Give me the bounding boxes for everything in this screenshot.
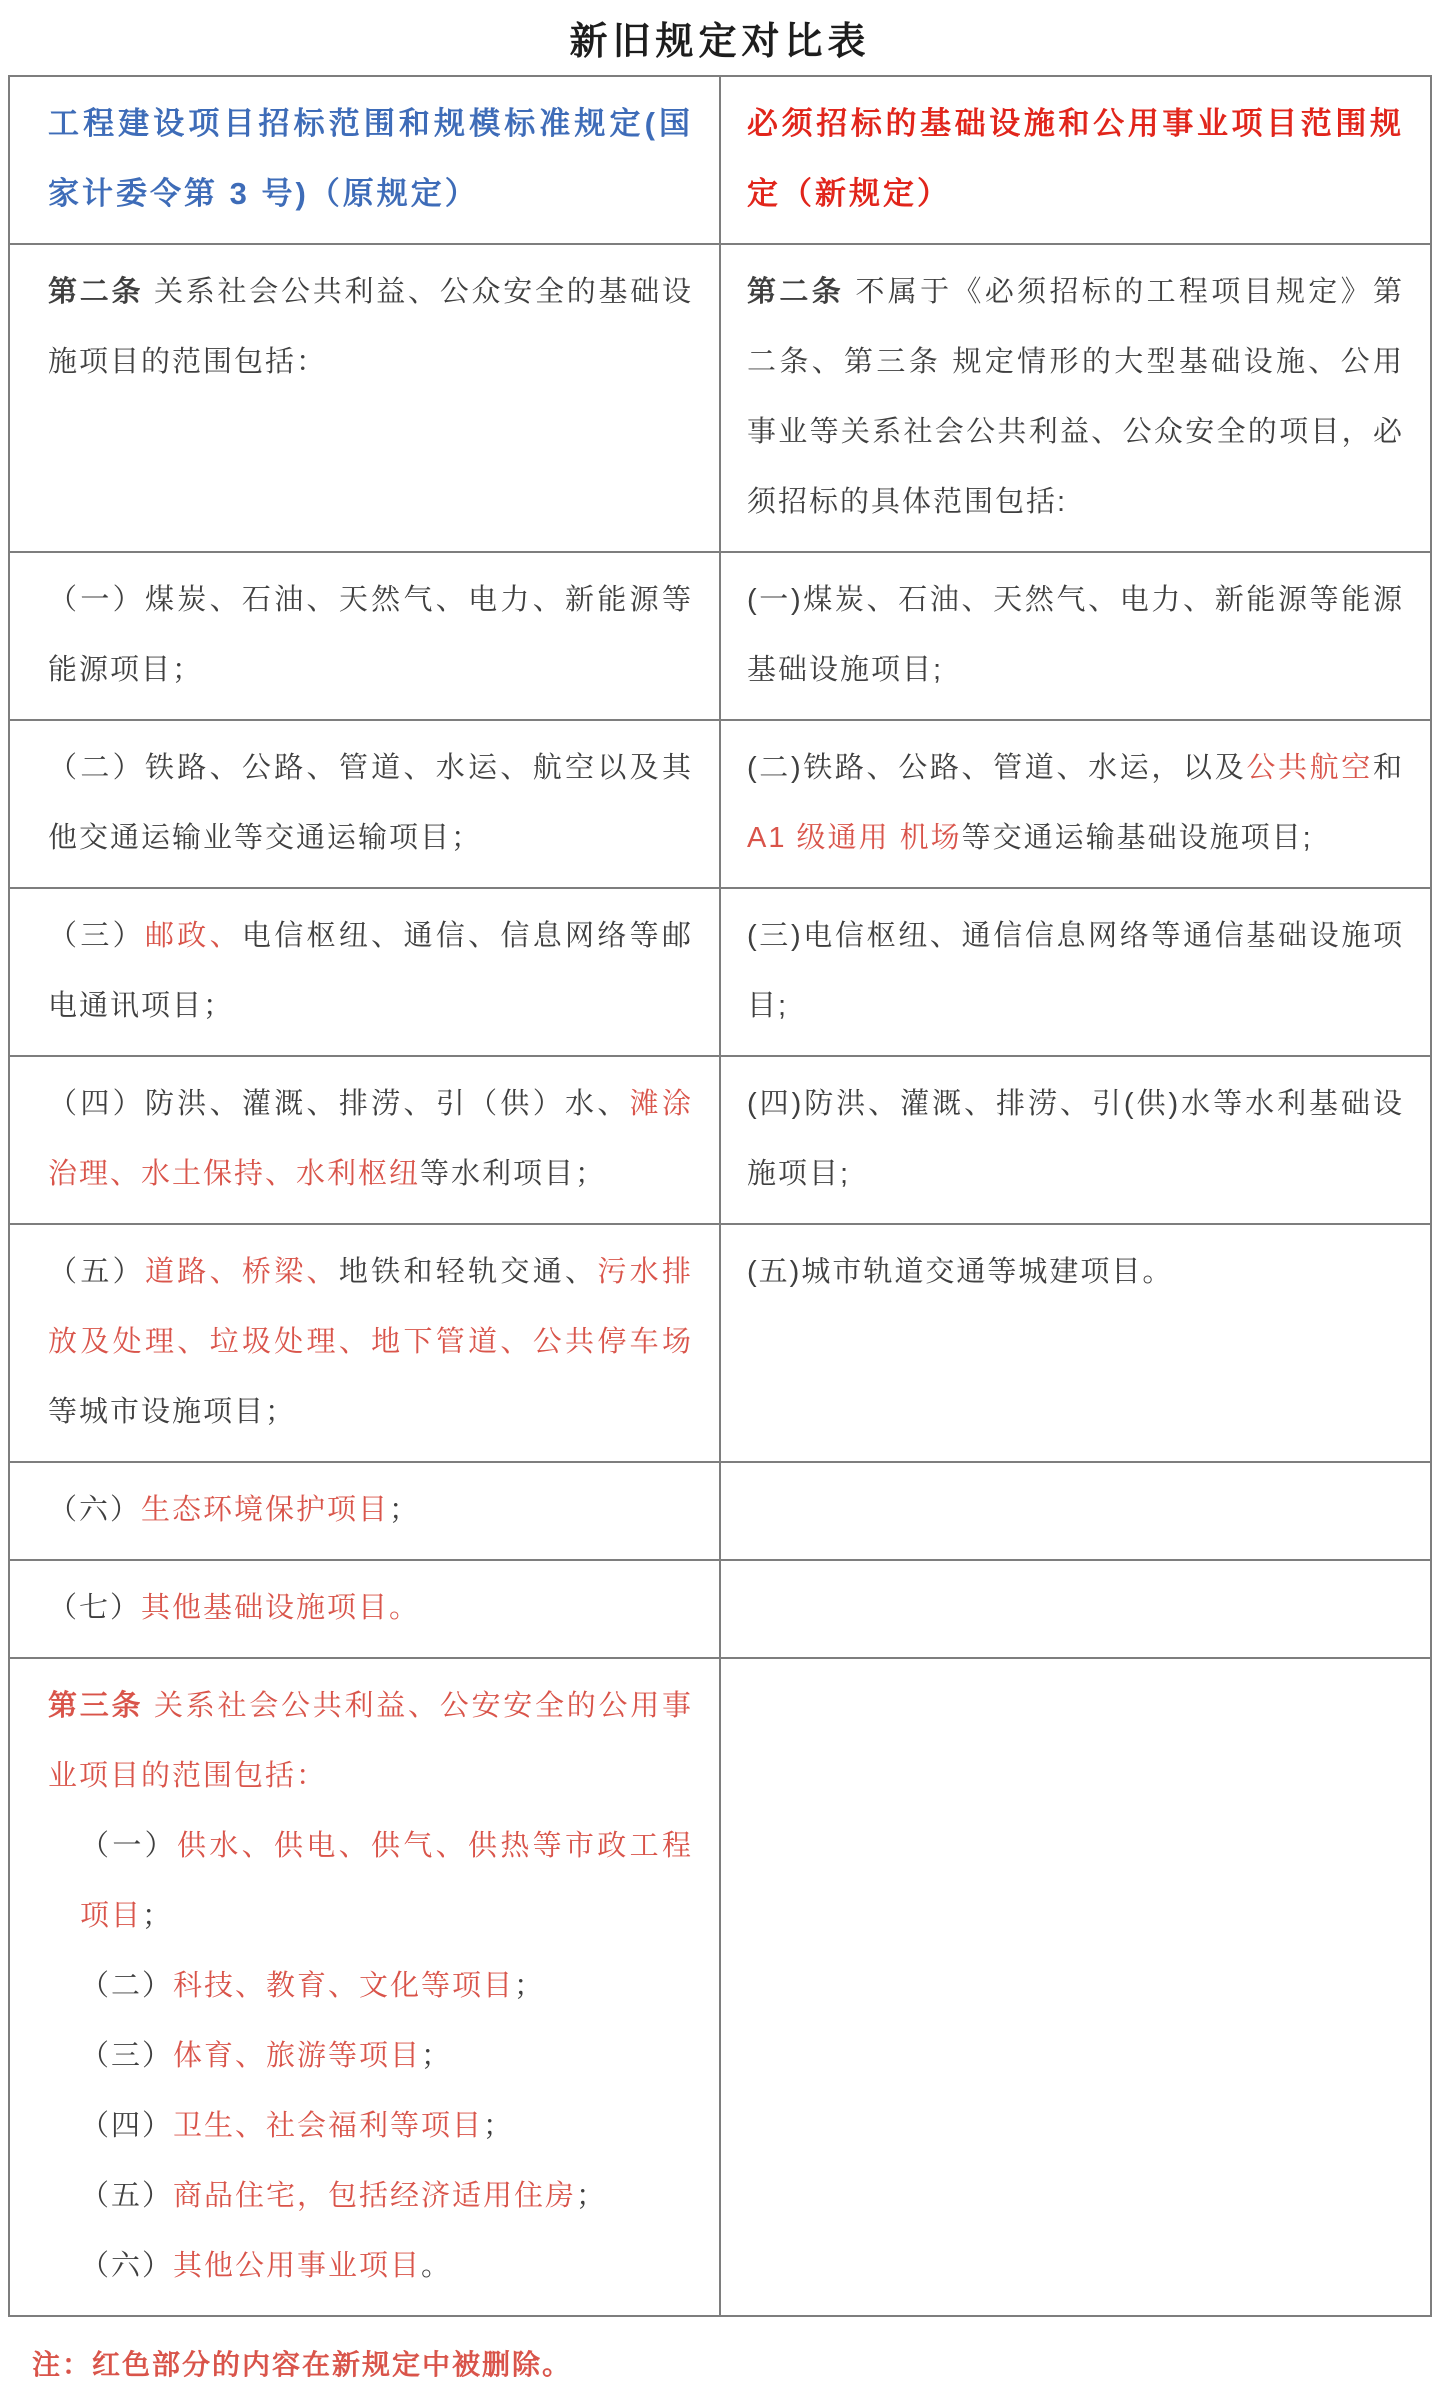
- comparison-table: [8, 75, 1432, 2317]
- cell-old-regulation: [9, 552, 720, 720]
- page-title: 新旧规定对比表: [569, 21, 871, 63]
- cell-text: (三)电信枢纽、通信信息网络等通信基础设施项目;: [747, 920, 1404, 1022]
- table-row: [9, 1658, 1431, 2316]
- cell-old-regulation: [9, 1056, 720, 1224]
- table-row: [9, 244, 1431, 552]
- cell-text: 地铁和轻轨交通、: [338, 1256, 598, 1288]
- table-row: [9, 1056, 1431, 1224]
- cell-new-regulation: [720, 552, 1431, 720]
- cell-text: ；: [421, 2040, 453, 2072]
- cell-text: 不属于《必须招标的工程项目规定》第二条、第三条 规定情形的大型基础设施、公用事业等关系社会公共利益、公众安全的项目，必须招标的具体范围包括:: [747, 276, 1404, 518]
- cell-text: 等城市设施项目；: [48, 1396, 297, 1428]
- table-row: [9, 552, 1431, 720]
- cell-text: ；: [389, 1494, 421, 1526]
- deleted-text: 生态环境保护项目: [141, 1494, 390, 1526]
- table-row: [9, 720, 1431, 888]
- cell-old-regulation: [9, 1462, 720, 1560]
- cell-text: （三）: [80, 2040, 174, 2072]
- deleted-text: 邮政、: [144, 920, 242, 952]
- deleted-text: A1 级通用 机场: [747, 822, 962, 854]
- header-old-regulation: 工程建设项目招标范围和规模标准规定(国家计委令第 3 号)（原规定）: [9, 76, 720, 244]
- cell-new-regulation: [720, 1462, 1431, 1560]
- cell-text: （五）: [48, 1256, 145, 1288]
- cell-text: （六）: [80, 2250, 174, 2282]
- cell-text: （三）: [48, 920, 145, 952]
- deleted-text: 卫生、社会福利等项目: [173, 2110, 484, 2142]
- cell-text: 电信枢纽、通信、信息网络等邮电通讯项目；: [48, 920, 693, 1022]
- deleted-text: 供水、供电、供气、供热等市政工程项目: [80, 1830, 693, 1932]
- cell-text: ；: [483, 2110, 515, 2142]
- cell-text: (五)城市轨道交通等城建项目。: [747, 1256, 1174, 1288]
- deleted-text: 体育、旅游等项目: [173, 2040, 422, 2072]
- cell-text: 关系社会公共利益、公众安全的基础设施项目的范围包括：: [48, 276, 693, 378]
- deleted-text: 关系社会公共利益、公安安全的公用事业项目的范围包括：: [48, 1690, 693, 1792]
- cell-text: 和: [1372, 752, 1404, 784]
- deleted-text: 科技、教育、文化等项目: [173, 1970, 515, 2002]
- cell-new-regulation: [720, 244, 1431, 552]
- cell-text: （一）: [80, 1830, 177, 1862]
- deleted-text: 公共航空: [1246, 752, 1373, 784]
- cell-text: 等水利项目；: [420, 1158, 607, 1190]
- cell-text: （四）防洪、灌溉、排涝、引（供）水、: [48, 1088, 630, 1120]
- cell-new-regulation: [720, 1560, 1431, 1658]
- deleted-text: 滩涂治理、水土保持、水利枢纽: [48, 1088, 693, 1190]
- deleted-text: 其他公用事业项目: [173, 2250, 422, 2282]
- cell-text: ；: [514, 1970, 546, 2002]
- cell-text: （二）铁路、公路、管道、水运、航空以及其他交通运输业等交通运输项目；: [48, 752, 693, 854]
- cell-old-regulation: [9, 720, 720, 888]
- cell-new-regulation: [720, 720, 1431, 888]
- table-row: [9, 888, 1431, 1056]
- cell-text: （六）: [48, 1494, 142, 1526]
- footnote: 注：红色部分的内容在新规定中被删除。: [32, 2349, 573, 2380]
- cell-text: （二）: [80, 1970, 174, 2002]
- cell-text: (二)铁路、公路、管道、水运，以及: [747, 752, 1247, 784]
- deleted-text: 商品住宅，包括经济适用住房: [173, 2180, 577, 2212]
- deleted-text: 污水排放及处理、垃圾处理、地下管道、公共停车场: [48, 1256, 693, 1358]
- cell-new-regulation: [720, 1224, 1431, 1462]
- cell-text: （一）煤炭、石油、天然气、电力、新能源等能源项目；: [48, 584, 693, 686]
- deleted-text: 其他基础设施项目。: [141, 1592, 421, 1624]
- deleted-text: 道路、桥梁、: [144, 1256, 339, 1288]
- cell-new-regulation: [720, 1658, 1431, 2316]
- cell-text: 等交通运输基础设施项目;: [961, 822, 1313, 854]
- cell-text: ；: [576, 2180, 608, 2212]
- cell-text: (四)防洪、灌溉、排涝、引(供)水等水利基础设施项目;: [747, 1088, 1404, 1190]
- cell-text: （四）: [80, 2110, 174, 2142]
- cell-text: （五）: [80, 2180, 174, 2212]
- cell-old-regulation: [9, 1224, 720, 1462]
- table-row: [9, 1560, 1431, 1658]
- cell-old-regulation: [9, 888, 720, 1056]
- cell-new-regulation: [720, 888, 1431, 1056]
- table-header-row: [9, 76, 1431, 244]
- cell-text: 第二条: [747, 276, 845, 308]
- header-new-regulation: 必须招标的基础设施和公用事业项目范围规定（新规定）: [720, 76, 1431, 244]
- table-row: [9, 1224, 1431, 1462]
- cell-old-regulation: [9, 1560, 720, 1658]
- cell-text: (一)煤炭、石油、天然气、电力、新能源等能源基础设施项目;: [747, 584, 1404, 686]
- cell-new-regulation: [720, 1056, 1431, 1224]
- deleted-text: 第三条: [48, 1690, 144, 1722]
- cell-text: 。: [421, 2250, 453, 2282]
- cell-old-regulation: [9, 244, 720, 552]
- cell-text: （七）: [48, 1592, 142, 1624]
- cell-old-regulation: [9, 1658, 720, 2316]
- cell-text: ；: [142, 1900, 174, 1932]
- cell-text: 第二条: [48, 276, 144, 308]
- table-row: [9, 1462, 1431, 1560]
